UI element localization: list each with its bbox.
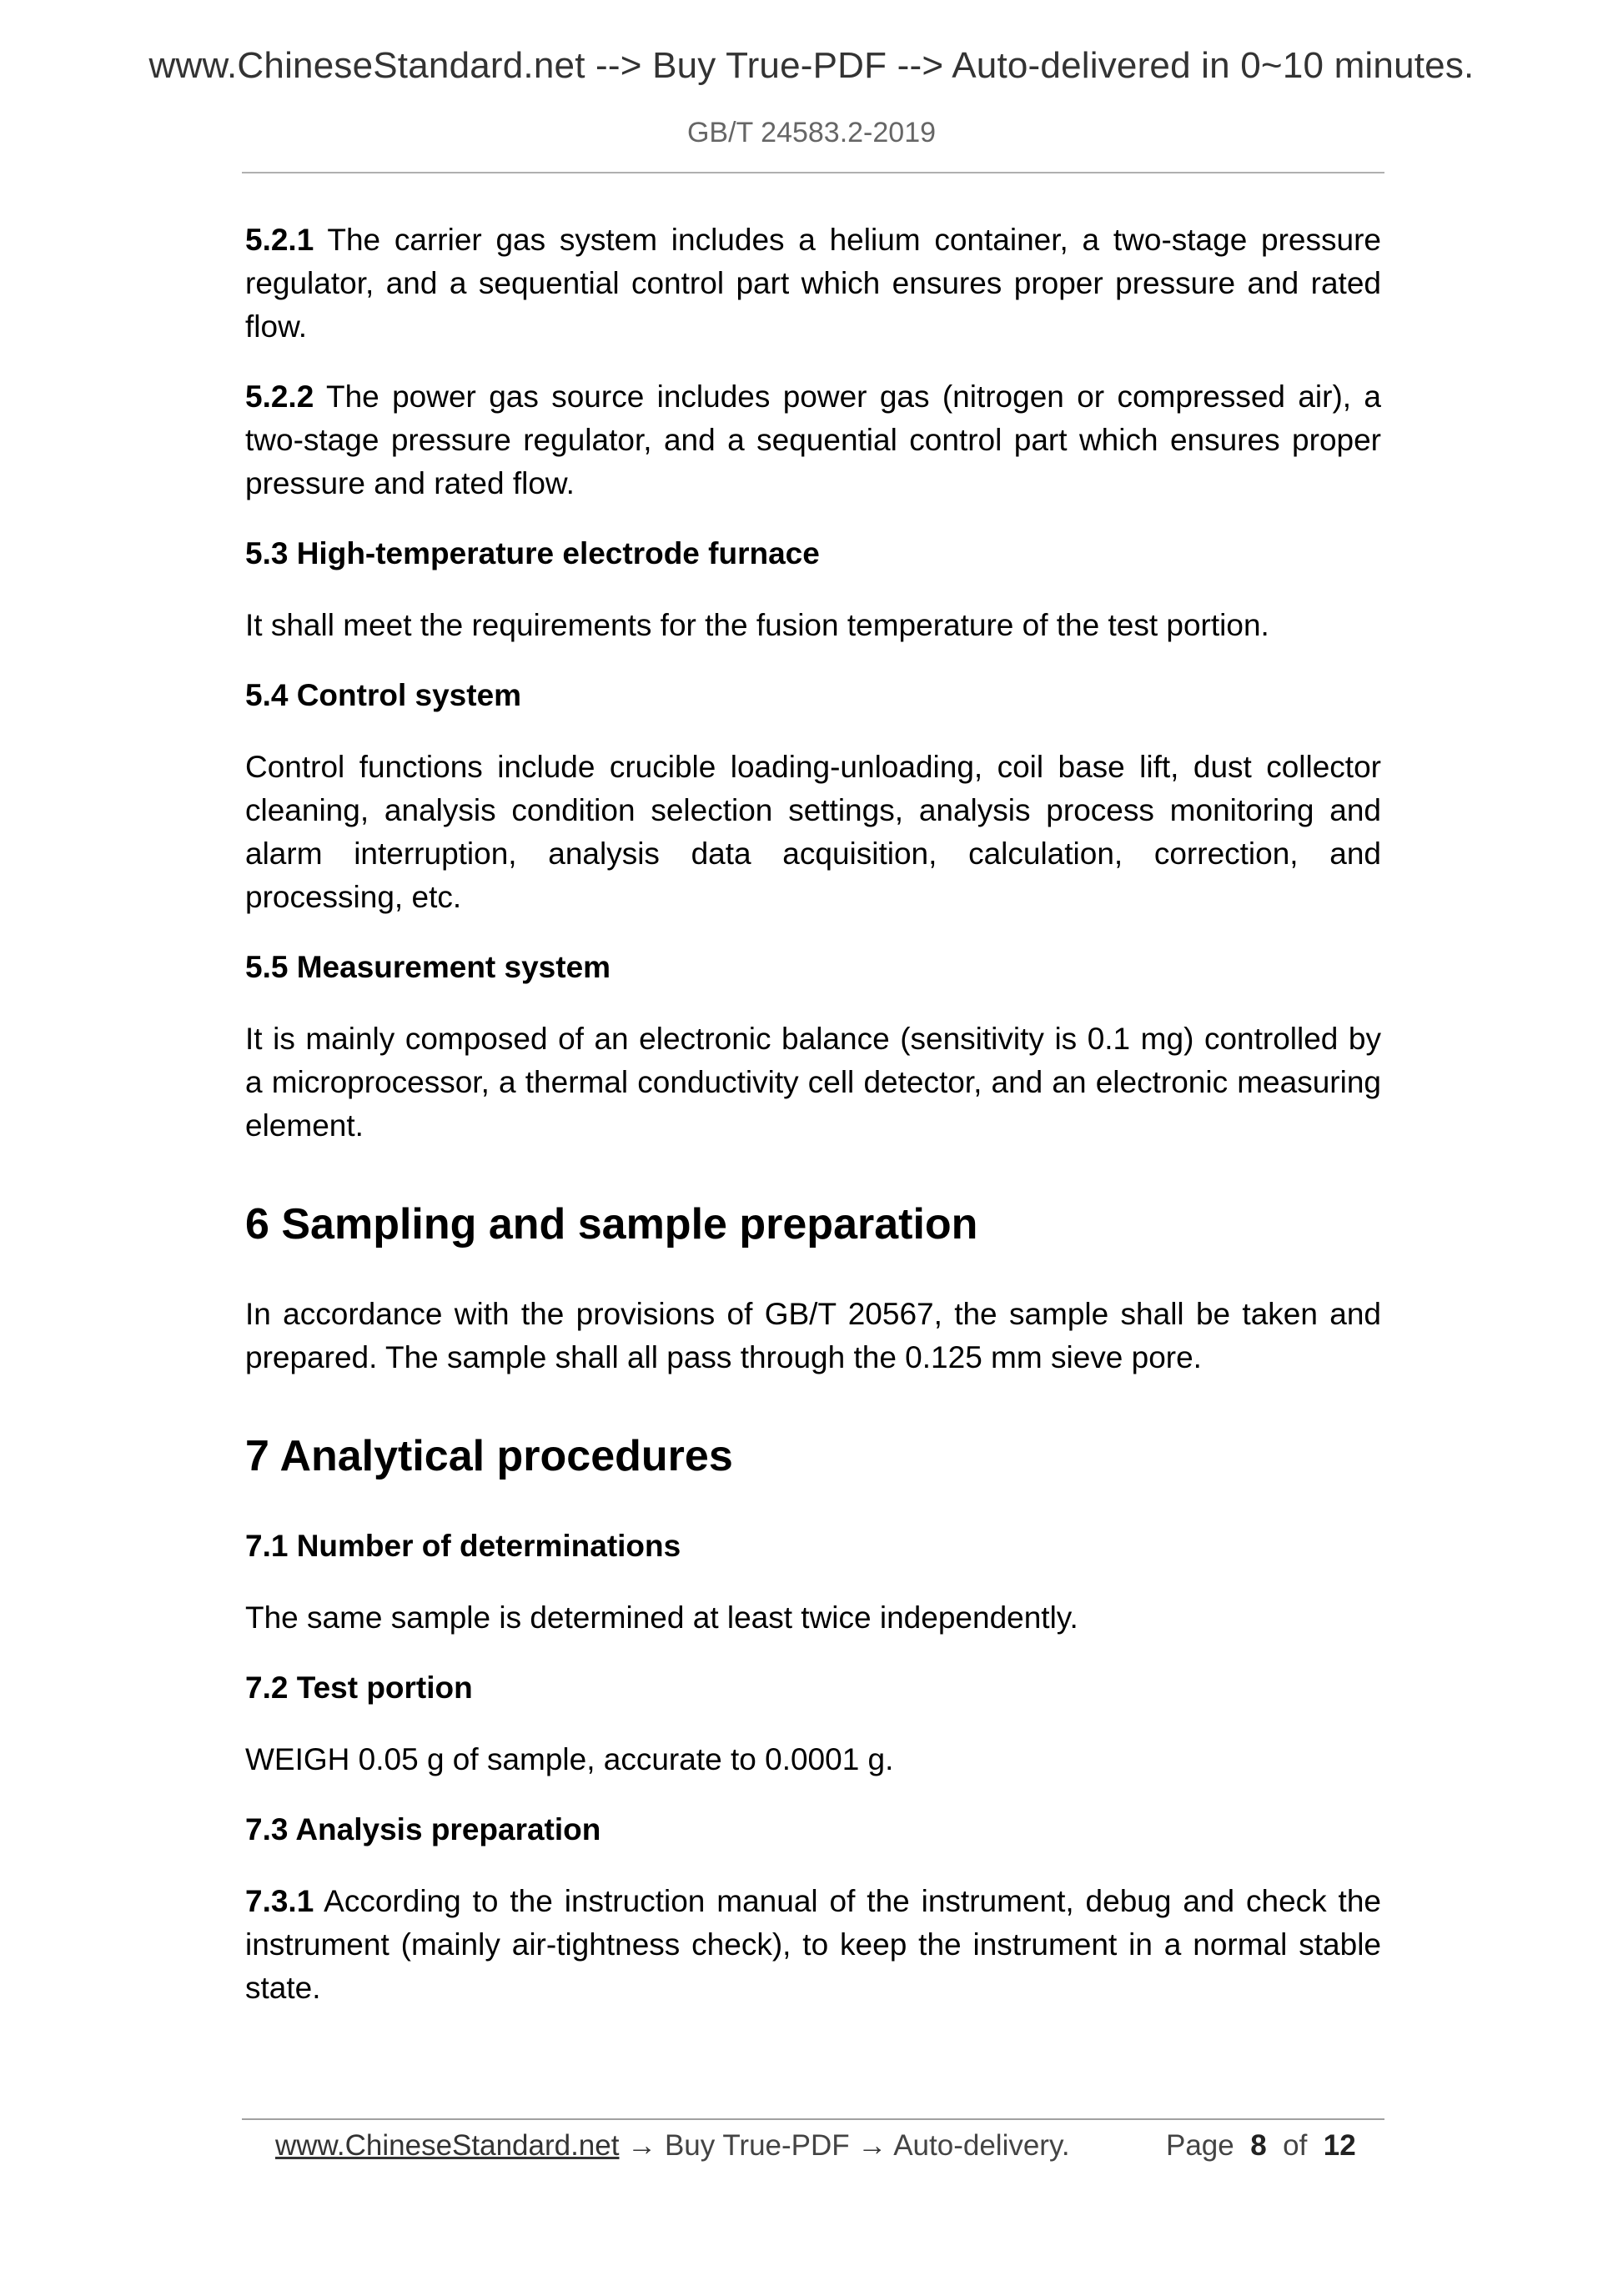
arrow-right-icon: → bbox=[857, 2129, 887, 2162]
footer-link[interactable]: www.ChineseStandard.net bbox=[275, 2129, 620, 2162]
clause-number: 7.3.1 bbox=[245, 1884, 314, 1918]
section-heading-6: 6 Sampling and sample preparation bbox=[245, 1200, 978, 1248]
paragraph-6: In accordance with the provisions of GB/T 20567, the sample shall be taken and prepared. The sample shall all pass through the 0.125 mm sieve pore. bbox=[245, 1297, 1381, 1374]
paragraph-7-2: WEIGH 0.05 g of sample, accurate to 0.0001 g. bbox=[245, 1742, 894, 1776]
top-banner: www.ChineseStandard.net --> Buy True-PDF --> Auto-delivered in 0~10 minutes. bbox=[148, 45, 1475, 86]
heading-5-5: 5.5 Measurement system bbox=[245, 950, 611, 984]
clause-5-2-1 bbox=[245, 219, 1381, 349]
document-code: GB/T 24583.2-2019 bbox=[686, 117, 937, 148]
paragraph-5-4: Control functions include crucible loading-unloading, coil base lift, dust collector cleaning, analysis condition selection settings, analysis process monitoring and alarm interruption, analysis data acquisition, calculation, correction, and processing, etc. bbox=[245, 750, 1381, 914]
heading-5-4: 5.4 Control system bbox=[245, 678, 522, 712]
heading-5-3: 5.3 High-temperature electrode furnace bbox=[245, 536, 820, 570]
clause-5-2-2 bbox=[245, 375, 1381, 505]
footer-text-delivery: Auto-delivery. bbox=[893, 2129, 1070, 2162]
clause-number: 5.2.2 bbox=[245, 379, 314, 414]
page-total: 12 bbox=[1323, 2129, 1356, 2162]
paragraph-5-3: It shall meet the requirements for the fusion temperature of the test portion. bbox=[245, 608, 1269, 642]
page-number: 8 bbox=[1250, 2129, 1267, 2162]
heading-7-1: 7.1 Number of determinations bbox=[245, 1529, 681, 1563]
page-content bbox=[245, 219, 1381, 2037]
clause-7-3-1 bbox=[245, 1880, 1381, 2010]
heading-7-3: 7.3 Analysis preparation bbox=[245, 1812, 601, 1846]
page-footer bbox=[275, 2125, 1359, 2167]
clause-text: The carrier gas system includes a helium container, a two-stage pressure regulator, and a sequential control part which ensures proper pressure and rated flow. bbox=[245, 223, 1381, 344]
clause-number: 5.2.1 bbox=[245, 223, 314, 257]
page-label: Page bbox=[1166, 2129, 1234, 2162]
of-label: of bbox=[1283, 2129, 1308, 2162]
heading-7-2: 7.2 Test portion bbox=[245, 1671, 473, 1705]
header-divider bbox=[242, 172, 1384, 173]
paragraph-7-1: The same sample is determined at least twice independently. bbox=[245, 1600, 1078, 1635]
clause-text: The power gas source includes power gas (nitrogen or compressed air), a two-stage pressure regulator, and a sequential control part which ensures proper pressure and rated flow. bbox=[245, 379, 1381, 500]
section-heading-7: 7 Analytical procedures bbox=[245, 1432, 733, 1480]
page-indicator bbox=[1166, 2125, 1356, 2167]
footer-text-buy: Buy True-PDF bbox=[664, 2129, 850, 2162]
paragraph-5-5: It is mainly composed of an electronic balance (sensitivity is 0.1 mg) controlled by a microprocessor, a thermal conductivity cell detector, and an electronic measuring element. bbox=[245, 1022, 1381, 1143]
clause-text: According to the instruction manual of the instrument, debug and check the instrument (mainly air-tightness check), to keep the instrument in a normal stable state. bbox=[245, 1884, 1381, 2005]
footer-divider bbox=[242, 2118, 1384, 2120]
arrow-right-icon: → bbox=[627, 2129, 657, 2162]
